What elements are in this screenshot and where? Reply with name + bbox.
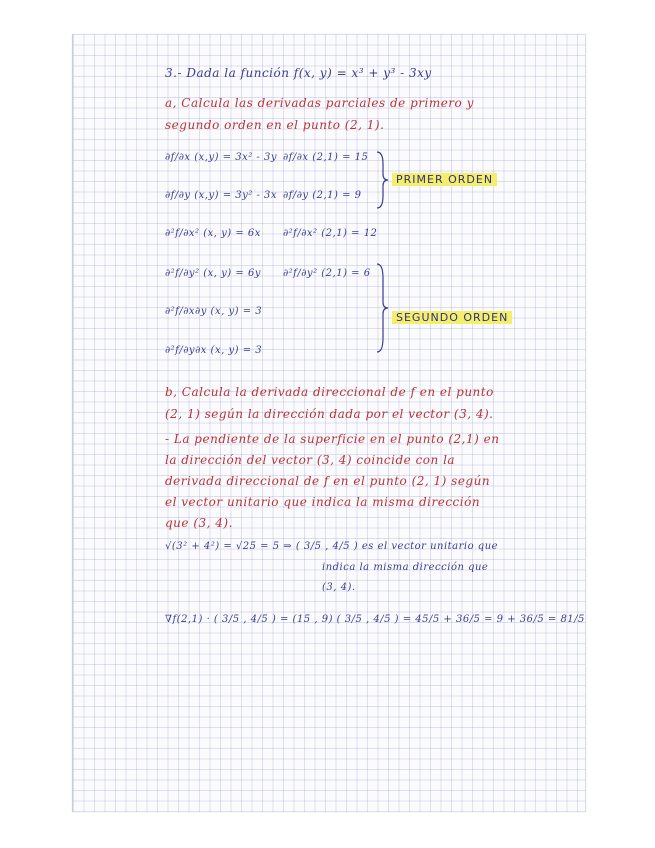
fx-value: ∂f/∂x (2,1) = 15: [283, 152, 369, 163]
fy-formula: ∂f/∂y (x,y) = 3y² - 3x: [165, 190, 278, 201]
fyy-value: ∂²f/∂y² (2,1) = 6: [283, 268, 371, 279]
second-order-label: SEGUNDO ORDEN: [392, 306, 512, 325]
fxx-value: ∂²f/∂x² (2,1) = 12: [283, 228, 378, 239]
second-order-brace: [375, 262, 389, 354]
part-a-line-2: segundo orden en el punto (2, 1).: [165, 118, 385, 132]
fyy-formula: ∂²f/∂y² (x, y) = 6y: [165, 268, 261, 279]
fyx-formula: ∂²f/∂y∂x (x, y) = 3: [165, 345, 263, 356]
first-order-label: PRIMER ORDEN: [392, 168, 497, 187]
note-line-1: - La pendiente de la superficie en el punto (2,1) en: [165, 432, 500, 446]
first-order-brace: [375, 150, 389, 210]
fxy-formula: ∂²f/∂x∂y (x, y) = 3: [165, 306, 263, 317]
note-line-5: que (3, 4).: [165, 516, 233, 530]
fx-formula: ∂f/∂x (x,y) = 3x² - 3y: [165, 152, 277, 163]
directional-derivative-result: ∇f(2,1) · ( 3/5 , 4/5 ) = (15 , 9) ( 3/5 , 4/5 ) = 45/5 + 36/5 = 9 + 36/5 = 81/5: [165, 614, 585, 625]
norm-line-3: (3, 4).: [322, 582, 356, 593]
part-b-line-1: b, Calcula la derivada direccional de f en el punto: [165, 385, 494, 399]
problem-statement: 3.- Dada la función f(x, y) = x³ + y³ - 3xy: [165, 66, 432, 80]
part-b-line-2: (2, 1) según la dirección dada por el vector (3, 4).: [165, 407, 494, 421]
note-line-3: derivada direccional de f en el punto (2, 1) según: [165, 474, 491, 488]
note-line-2: la dirección del vector (3, 4) coincide con la: [165, 453, 456, 467]
notebook-page: [72, 34, 586, 812]
part-a-line-1: a, Calcula las derivadas parciales de primero y: [165, 96, 474, 110]
fy-value: ∂f/∂y (2,1) = 9: [283, 190, 362, 201]
norm-line-2: indica la misma dirección que: [322, 562, 489, 573]
norm-calculation: √(3² + 4²) = √25 = 5 ⇒ ( 3/5 , 4/5 ) es el vector unitario que: [165, 541, 499, 552]
note-line-4: el vector unitario que indica la misma dirección: [165, 495, 481, 509]
fxx-formula: ∂²f/∂x² (x, y) = 6x: [165, 228, 261, 239]
